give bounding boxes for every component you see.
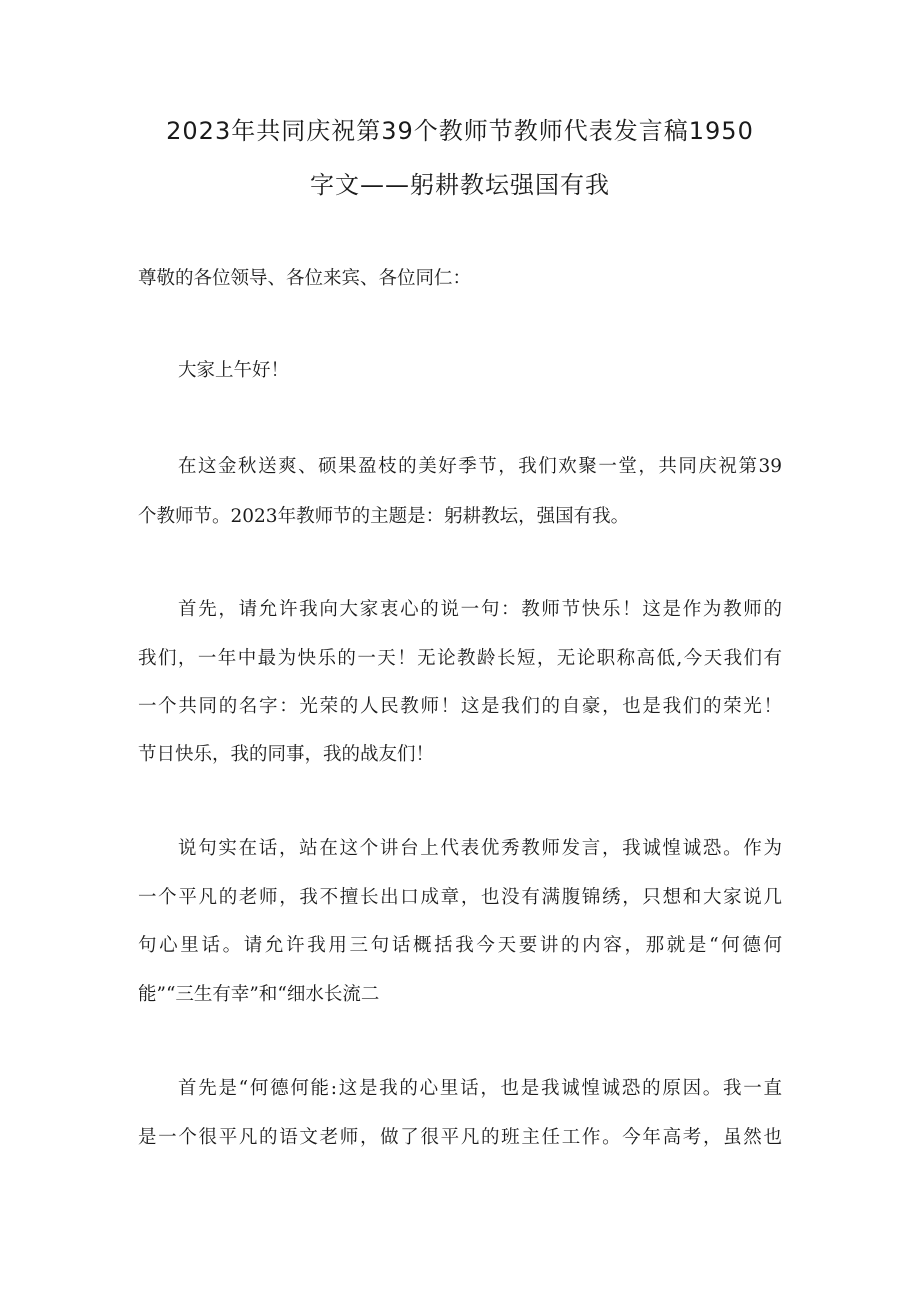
document-title-line-2: 字文——躬耕教坛强国有我 — [310, 171, 610, 199]
greeting: 大家上午好！ — [178, 360, 290, 381]
document-title-line-1: 2023年共同庆祝第39个教师节教师代表发言稿1950 — [166, 117, 754, 145]
paragraph-3-line-1: 说句实在话，站在这个讲台上代表优秀教师发言，我诚惶诚恐。作为 — [178, 838, 782, 859]
paragraph-3-line-2: 一个平凡的老师，我不擅长出口成章，也没有满腹锦绣，只想和大家说几 — [138, 887, 782, 908]
paragraph-1-line-1: 在这金秋送爽、硕果盈枝的美好季节，我们欢聚一堂，共同庆祝第39 — [178, 456, 782, 477]
paragraph-3-line-3: 句心里话。请允许我用三句话概括我今天要讲的内容，那就是“何德何 — [138, 935, 782, 956]
paragraph-3-line-4: 能”“三生有幸”和“细水长流二 — [138, 984, 380, 1005]
paragraph-2-line-3: 一个共同的名字：光荣的人民教师！这是我们的自豪，也是我们的荣光！ — [138, 696, 782, 717]
paragraph-2-line-2: 我们，一年中最为快乐的一天！无论教龄长短，无论职称高低,今天我们有 — [138, 648, 782, 669]
salutation: 尊敬的各位领导、各位来宾、各位同仁： — [138, 268, 472, 289]
paragraph-1-line-2: 个教师节。2023年教师节的主题是：躬耕教坛，强国有我。 — [138, 506, 630, 527]
paragraph-4-line-1: 首先是“何德何能:这是我的心里话，也是我诚惶诚恐的原因。我一直 — [178, 1078, 782, 1099]
paragraph-2-line-4: 节日快乐，我的同事，我的战友们！ — [138, 744, 435, 765]
paragraph-4-line-2: 是一个很平凡的语文老师，做了很平凡的班主任工作。今年高考，虽然也 — [138, 1127, 782, 1148]
paragraph-2-line-1: 首先，请允许我向大家衷心的说一句：教师节快乐！这是作为教师的 — [178, 599, 782, 620]
